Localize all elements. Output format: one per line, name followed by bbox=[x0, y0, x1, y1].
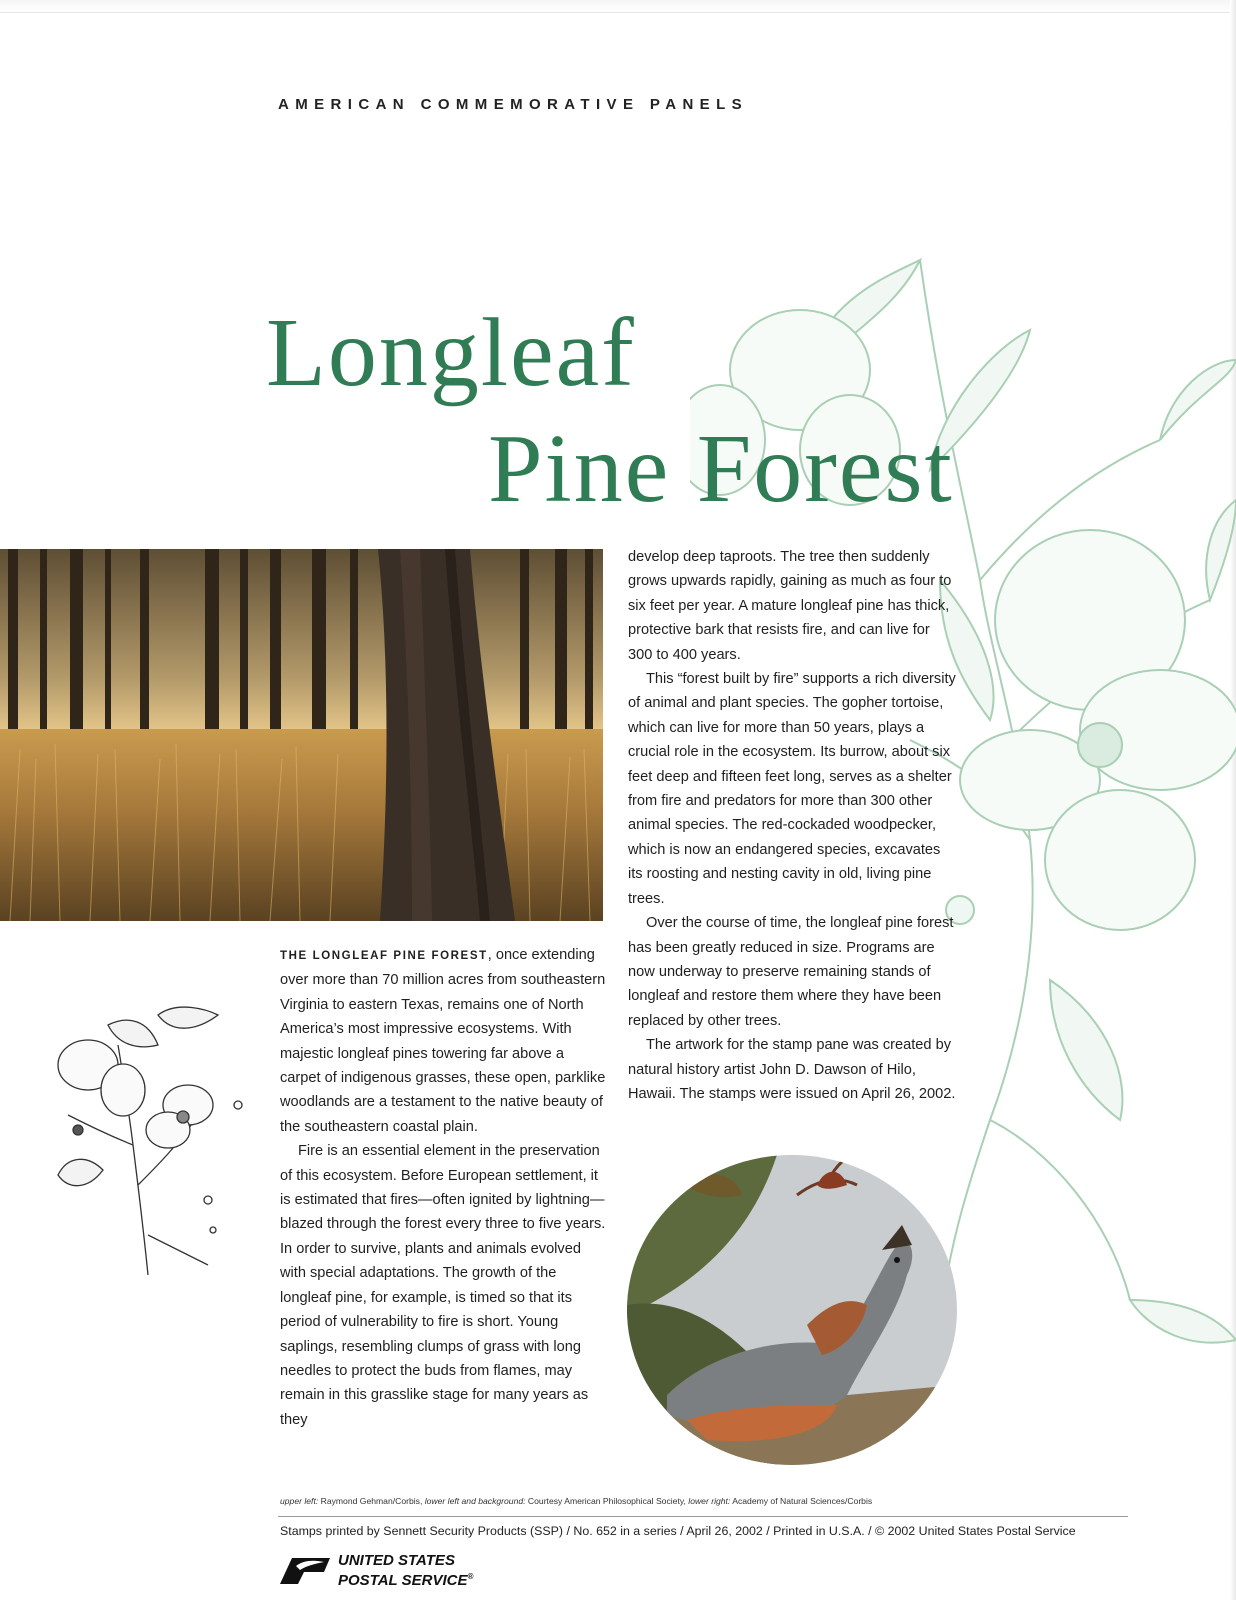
intro-text: , once extending over more than 70 million acres from southeastern Virginia to eastern Texas, remains one of North America’s most impressive ecosystems. With majestic longleaf pines towering far above a carpet of indigenous grasses, these open, parklike woodlands are a testament to the native beauty of the southeastern coastal plain. bbox=[280, 947, 606, 1135]
body-column-left bbox=[280, 943, 608, 1432]
footer-divider bbox=[278, 1516, 1128, 1517]
registered-mark: ® bbox=[467, 1572, 474, 1581]
conservation-paragraph: Over the course of time, the longleaf pine forest has been greatly reduced in size. Programs are now underway to preserve remaining stands of longleaf and restore them where they have been replaced by other trees. bbox=[628, 915, 954, 1029]
credit-label-lower-left: lower left and background: bbox=[424, 1496, 526, 1506]
credit-lower-right: Academy of Natural Sciences/Corbis bbox=[730, 1496, 873, 1506]
eagle-icon bbox=[280, 1556, 330, 1586]
usps-line2: POSTAL SERVICE bbox=[338, 1572, 468, 1589]
credit-lower-left: Courtesy American Philosophical Society, bbox=[525, 1496, 686, 1506]
artwork-paragraph: The artwork for the stamp pane was created by natural history artist John D. Dawson of Hilo, Hawaii. The stamps were issued on April 26, 2002. bbox=[628, 1037, 956, 1102]
usps-line1: UNITED STATES bbox=[338, 1552, 455, 1569]
page-title-line2: Pine Forest bbox=[488, 415, 954, 523]
credit-label-lower-right: lower right: bbox=[688, 1496, 731, 1506]
top-edge bbox=[0, 0, 1236, 13]
intro-paragraph bbox=[280, 943, 608, 1139]
species-paragraph: This “forest built by fire” supports a rich diversity of animal and plant species. The gopher tortoise, which can live for more than 50 years, plays a crucial role in the ecosystem. Its burrow, about six feet deep and fifteen feet long, serves as a shelter from fire and predators for more than 300 other animal species. The red-cockaded woodpecker, which is now an endangered species, excavates its roosting and nesting cavity in old, living pine trees. bbox=[628, 671, 956, 907]
usps-logo bbox=[280, 1553, 473, 1589]
credit-label-upper-left: upper left: bbox=[280, 1496, 319, 1506]
dogwood-sketch bbox=[48, 1005, 248, 1280]
photo-credits bbox=[280, 1496, 872, 1506]
page-title-line1: Longleaf bbox=[266, 299, 636, 407]
series-header: AMERICAN COMMEMORATIVE PANELS bbox=[278, 96, 749, 113]
lead-caps: THE LONGLEAF PINE FOREST bbox=[280, 950, 488, 962]
fire-paragraph-start: Fire is an essential element in the preservation of this ecosystem. Before European settlement, it is estimated that fires—often ignited by lightning—blazed through the forest every three to five years. In order to survive, plants and animals evolved with special adaptations. The growth of the longleaf pine, for example, is timed so that its period of vulnerability to fire is short. Young saplings, resembling clumps of grass with long needles to protect the buds from flames, may remain in this grasslike stage for many years as they bbox=[280, 1143, 606, 1428]
gray-fox-painting bbox=[627, 1155, 957, 1465]
body-column-right bbox=[628, 545, 958, 1106]
longleaf-pine-forest-photo bbox=[0, 549, 603, 921]
printer-info: Stamps printed by Sennett Security Products (SSP) / No. 652 in a series / April 26, 2002 / Printed in U.S.A. / © 2002 United States Postal Service bbox=[280, 1524, 1076, 1538]
fire-paragraph-end: develop deep taproots. The tree then suddenly grows upwards rapidly, gaining as much as four to six feet per year. A mature longleaf pine has thick, protective bark that resists fire, and can live for 300 to 400 years. bbox=[628, 549, 952, 663]
credit-upper-left: Raymond Gehman/Corbis, bbox=[318, 1496, 423, 1506]
